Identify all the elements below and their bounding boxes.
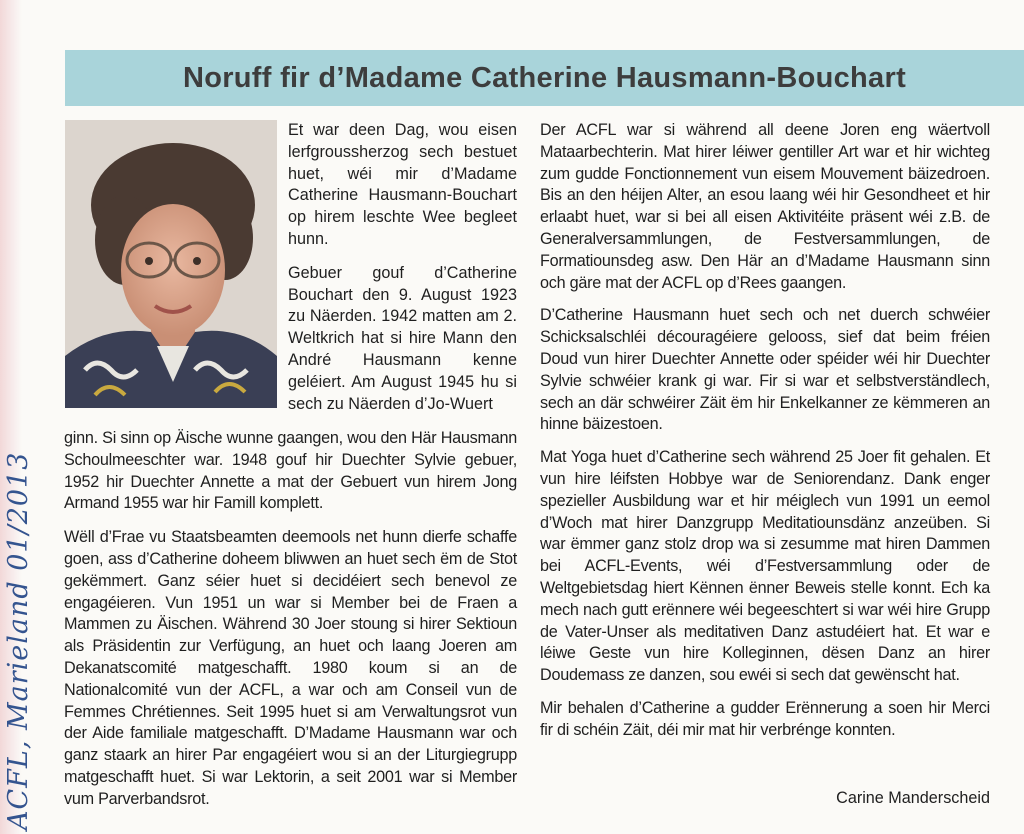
paragraph: Wëll d’Frae vu Staatsbeamten deemools net hunn dierfe schaffe goen, ass d’Catherine doheem bliwwen an huet sech ëm de Stot gekëmmert. Ganz séier huet si decidéiert sech benevol ze engagéieren. Vun 1951 un war si Member bei de Fraen a Mammen zu Äischen. Während 30 Joer stoung si hirer Sektioun als Präsidentin zur Verfügung, an huet och laang Joeren am Dekanatscomité matgeschafft. 1980 koum si an de Nationalcomité vun der ACFL, a war och am Conseil vun de Femmes Chrétiennes. Seit 1995 huet si am Verwaltungsrot vun der Aide familiale matgeschafft. D’Madame Hausmann war och ganz staark an hirer Par engagéiert wou si an der Liturgiegrupp matgeschafft huet. Si war Lektorin, a seit 2001 war si Member vum Parverbandsrot. bbox=[64, 528, 517, 808]
left-column-body bbox=[64, 428, 517, 811]
author-signature: Carine Manderscheid bbox=[836, 789, 990, 807]
paragraph: ginn. Si sinn op Äische wunne gaangen, wou den Här Hausmann Schoulmeeschter war. 1948 gouf hir Duechter Sylvie gebuer, 1952 hir Duechter Annette a mat der Gebuert vun hirem Jong Armand 1955 war hir Famill komplett. bbox=[64, 429, 517, 513]
paragraph: Et war deen Dag, wou eisen lerfgroussherzog sech bestuet huet, wéi mir d’Madame Catherine Hausmann-Bouchart op hirem leschte Wee begleet hunn. bbox=[288, 121, 517, 248]
portrait-photo bbox=[65, 120, 277, 408]
paragraph: Mat Yoga huet d’Catherine sech während 25 Joer fit gehalen. Et vun hire léifsten Hobbye war de Seniorendanz. Dank enger spezieller Ausbildung war et hir méiglech vun 1991 un eemol d’Woch mat hirer Danzgrupp Meditatiounsdänz anzeüben. Si war ëmmer ganz stolz drop wa si zesumme mat hiren Dammen bei ACFL-Events, wéi d’Festversammlung oder de Weltgebietsdag hiert Kënnen ënner Beweis stelle konnt. Ech ka mech nach gutt erënnere wéi begeeschtert si war wéi hire Grupp de Vater-Unser als meditativen Danz astudéiert hat. Et war e léiwe Geste vun hire Kolleginnen, dësen Danz an hirer Doudemass ze danzen, sou ewéi si sech dat gewënscht hat. bbox=[540, 448, 990, 685]
portrait-photo-icon bbox=[65, 120, 277, 408]
paragraph: D’Catherine Hausmann huet sech och net duerch schwéier Schicksalschléi découragéiere gelooss, sief dat beim fréien Doud vun hirer Duechter Annette oder spéider wéi hir Duechter Sylvie schwéier krank gi war. Fir si war et selbstverständlech, sech an där schwéirer Zäit ëm hir Enkelkanner ze këmmeren an hinne bäizestoen. bbox=[540, 306, 990, 434]
left-column-intro bbox=[288, 120, 517, 415]
article-title: Noruff fir d’Madame Catherine Hausmann-Bouchart bbox=[182, 61, 907, 94]
handwritten-margin-note: ACFL, Marieland 01/2013 bbox=[3, 451, 34, 830]
paragraph: Der ACFL war si während all deene Joren eng wäertvoll Mataarbechterin. Mat hirer léiwer gentiller Art war et hir wichteg zum gudde Fonctionnement vun eisem Mouvement bäizedroen. Bis an den héijen Alter, an esou laang wéi hir Gesondheet et hir erlaabt huet, war si bei all eisen Aktivitéite präsent wéi z.B. de Generalversammlungen, de Festversammlungen, de Formatiounsdeg asw. Den Här an d’Madame Hausmann sinn och gäre mat der ACFL op d’Rees gaangen. bbox=[540, 121, 990, 292]
paragraph: Mir behalen d’Catherine a gudder Erënnerung a soen hir Merci fir di schéin Zäit, déi mir mat hir verbrénge konnten. bbox=[540, 698, 990, 739]
right-column bbox=[540, 120, 990, 753]
paragraph: Gebuer gouf d’Catherine Bouchart den 9. August 1923 zu Näerden. 1942 matten am 2. Weltkrich hat si hire Mann den André Hausmann kenne geléiert. Am August 1945 hu si sech zu Näerden d’Jo-Wuert bbox=[288, 263, 517, 413]
article-title-bar bbox=[65, 50, 1024, 106]
